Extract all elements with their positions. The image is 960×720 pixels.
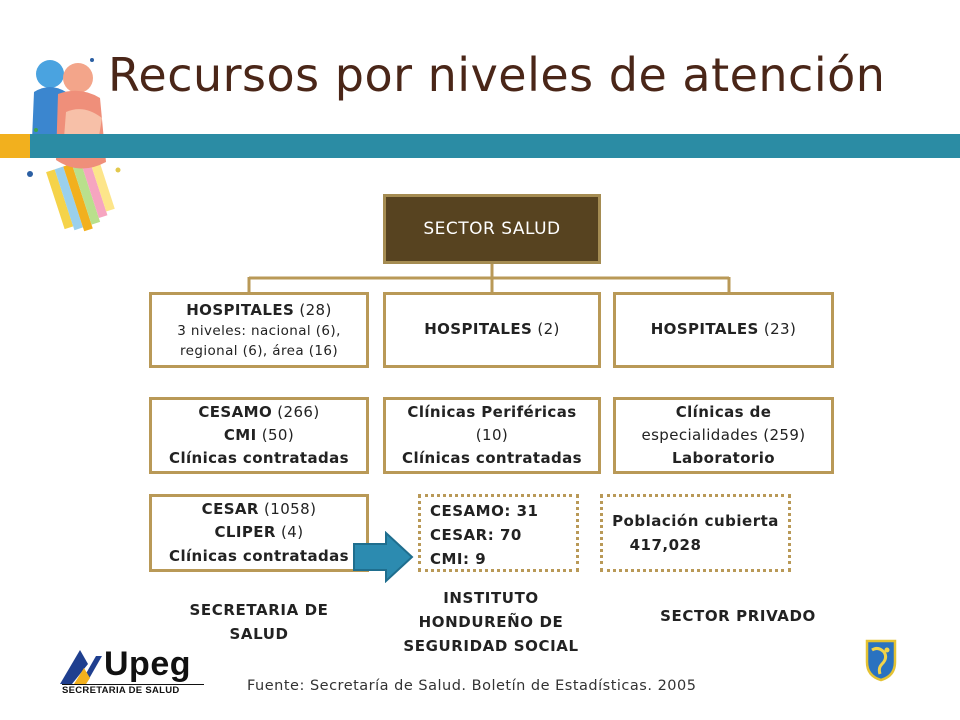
- sector-salud-node: [383, 194, 601, 264]
- population-value: 417,028: [629, 536, 702, 554]
- level3-secretaria-line1: [202, 498, 317, 521]
- upeg-logo-icon: [58, 648, 104, 686]
- sector-salud-label: SECTOR SALUD: [423, 219, 561, 239]
- cesamo-count: (266): [277, 402, 320, 421]
- hospitals-privado-bold: HOSPITALES: [650, 320, 759, 339]
- cmi-count: (50): [261, 425, 295, 444]
- upeg-logo-subtitle: SECRETARIA DE SALUD: [62, 685, 180, 696]
- level3-secretaria-line2: [215, 521, 304, 544]
- label-secretaria-line1: SECRETARIA DE: [189, 601, 329, 619]
- population-node: [600, 494, 791, 572]
- population-label: Población cubierta: [612, 512, 779, 530]
- ihss-cesamo: CESAMO: 31: [430, 502, 539, 520]
- ihss-cmi: CMI: 9: [430, 550, 487, 568]
- page-title: Recursos por niveles de atención: [108, 48, 886, 102]
- label-secretaria: [159, 598, 359, 646]
- level2-ihss-node: [383, 397, 601, 474]
- cesar-count: (1058): [264, 500, 317, 519]
- cesar-label: CESAR: [201, 500, 259, 519]
- label-ihss-line1: INSTITUTO: [443, 589, 539, 607]
- label-ihss: [380, 586, 602, 658]
- level2-secretaria-line3: Clínicas contratadas: [169, 449, 349, 468]
- hospitals-privado-count: (23): [763, 320, 797, 339]
- level2-privado-line2: especialidades (259): [641, 425, 806, 444]
- label-ihss-line2: HONDUREÑO DE: [418, 613, 564, 631]
- source-note: Fuente: Secretaría de Salud. Boletín de Estadísticas. 2005: [247, 678, 697, 694]
- level2-ihss-line2: (10): [475, 425, 509, 444]
- hospitals-ihss-title: [424, 318, 560, 341]
- hospitals-secretaria-title: [186, 299, 332, 322]
- ihss-counts-node: [418, 494, 579, 572]
- hospitals-ihss-node: [383, 292, 601, 368]
- level2-secretaria-line1: [198, 401, 319, 424]
- label-ihss-line3: SEGURIDAD SOCIAL: [403, 637, 579, 655]
- level2-privado-node: [613, 397, 834, 474]
- upeg-logo-text: Upeg: [104, 645, 191, 683]
- hospitals-privado-title: [651, 318, 797, 341]
- label-privado: [628, 604, 848, 628]
- ihss-cesar: CESAR: 70: [430, 526, 522, 544]
- right-arrow-icon: [352, 531, 414, 583]
- level2-privado-line3: Laboratorio: [672, 449, 775, 468]
- honduras-emblem-icon: [864, 638, 898, 682]
- cesamo-label: CESAMO: [198, 402, 273, 421]
- level2-secretaria-node: [149, 397, 369, 474]
- cliper-label: CLIPER: [214, 523, 276, 542]
- level2-secretaria-line2: [224, 424, 294, 447]
- level2-ihss-line3: Clínicas contratadas: [402, 449, 582, 468]
- hospitals-secretaria-line3: regional (6), área (16): [179, 342, 339, 359]
- label-privado-text: SECTOR PRIVADO: [660, 607, 816, 625]
- cmi-label: CMI: [223, 425, 257, 444]
- cliper-count: (4): [281, 523, 304, 542]
- level3-secretaria-line3: Clínicas contratadas: [169, 546, 349, 565]
- hospitals-secretaria-line2: 3 niveles: nacional (6),: [177, 323, 341, 340]
- hospitals-ihss-bold: HOSPITALES: [424, 320, 533, 339]
- level3-secretaria-node: [149, 494, 369, 572]
- level2-privado-line1: Clínicas de: [675, 402, 772, 421]
- hospitals-secretaria-node: [149, 292, 369, 368]
- hospitals-secretaria-count: (28): [299, 300, 332, 319]
- hospitals-ihss-count: (2): [537, 320, 560, 339]
- hospitals-privado-node: [613, 292, 834, 368]
- hospitals-secretaria-bold: HOSPITALES: [186, 300, 295, 319]
- level2-ihss-line1: Clínicas Periféricas: [407, 402, 577, 421]
- label-secretaria-line2: SALUD: [229, 625, 289, 643]
